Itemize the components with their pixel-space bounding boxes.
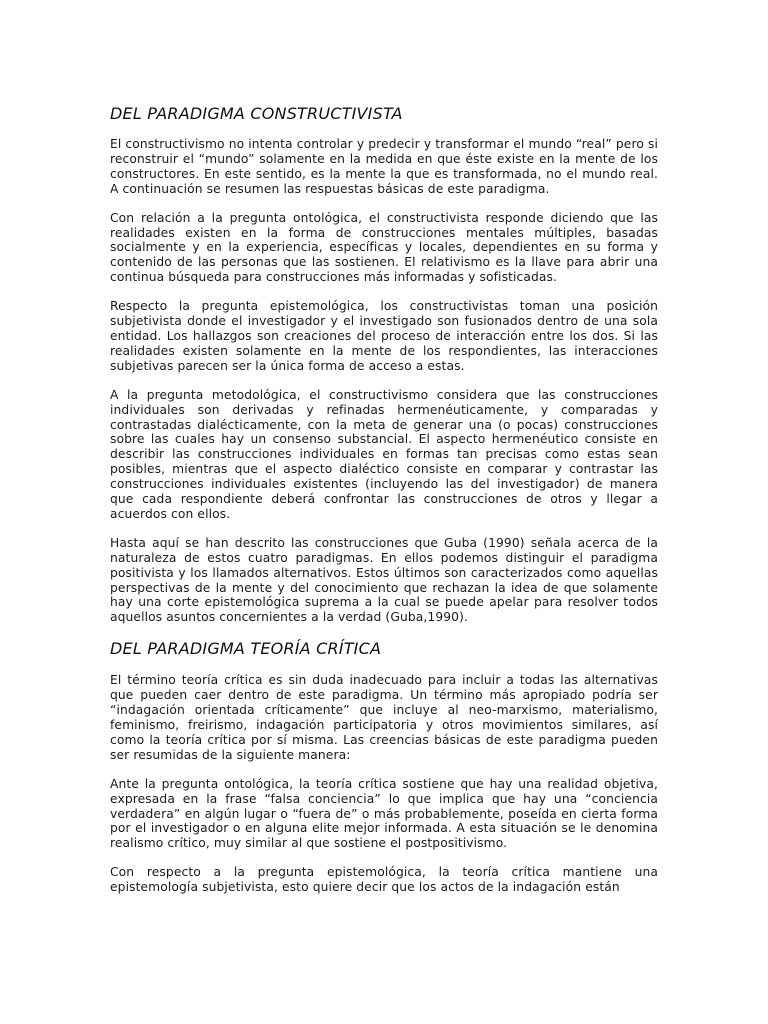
paragraph: A la pregunta metodológica, el constructivismo considera que las construcciones individuales son derivadas y refinadas hermenéuticamente, y comparadas y contrastadas dialécticamente, con la meta de generar una (o pocas) construcciones sobre las cuales hay un consenso substancial. El aspecto hermenéutico consiste en describir las construcciones individuales en formas tan precisas como estas sean posibles, mientras que el aspecto dialéctico consiste en comparar y contrastar las construcciones individuales existentes (incluyendo las del investigador) de manera que cada respondiente deberá confrontar las construcciones de otros y llegar a acuerdos con ellos. <box>110 387 658 521</box>
section-title-teoria-critica: DEL PARADIGMA TEORÍA CRÍTICA <box>110 639 382 659</box>
paragraph: Con respecto a la pregunta epistemológica, la teoría crítica mantiene una epistemología subjetivista, esto quiere decir que los actos de la indagación están <box>110 865 658 895</box>
paragraph: Respecto la pregunta epistemológica, los constructivistas toman una posición subjetivista donde el investigador y el investigado son fusionados dentro de una sola entidad. Los hallazgos son creaciones del proceso de interacción entre los dos. Si las realidades existen solamente en la mente de los respondientes, las interacciones subjetivas parecen ser la única forma de acceso a estas. <box>110 299 658 373</box>
paragraph: El constructivismo no intenta controlar y predecir y transformar el mundo “real” pero si reconstruir el “mundo” solamente en la medida en que éste existe en la mente de los constructores. En este sentido, es la mente la que es transformada, no el mundo real. A continuación se resumen las respuestas básicas de este paradigma. <box>110 137 658 196</box>
paragraph: Ante la pregunta ontológica, la teoría crítica sostiene que hay una realidad objetiva, expresada en la frase “falsa conciencia” lo que implica que hay una “conciencia verdadera” en algún lugar o “fuera de” o más probablemente, poseída en cierta forma por el investigador o en alguna elite mejor informada. A esta situación se le denomina realismo crítico, muy similar al que sostiene el postpositivismo. <box>110 776 658 851</box>
paragraph: Hasta aquí se han descrito las construcciones que Guba (1990) señala acerca de la naturaleza de estos cuatro paradigmas. En ellos podemos distinguir el paradigma positivista y los llamados alternativos. Estos últimos son caracterizados como aquellas perspectivas de la mente y del conocimiento que rechazan la idea de que solamente hay una corte epistemológica suprema a la cual se puede apelar para resolver todos aquellos asuntos concernientes a la verdad (Guba,1990). <box>110 535 658 625</box>
section-title-constructivista: DEL PARADIGMA CONSTRUCTIVISTA <box>110 104 403 123</box>
document-page <box>110 100 658 909</box>
paragraph: El término teoría crítica es sin duda inadecuado para incluir a todas las alternativas que pueden caer dentro de este paradigma. Un término más apropiado podría ser “indagación orientada críticamente” que incluye al neo-marxismo, materialismo, feminismo, freirismo, indagación participatoria y otros movimientos similares, así como la teoría crítica por sí misma. Las creencias básicas de este paradigma pueden ser resumidas de la siguiente manera: <box>110 673 658 762</box>
paragraph: Con relación a la pregunta ontológica, el constructivista responde diciendo que las realidades existen en la forma de construcciones mentales múltiples, basadas socialmente y en la experiencia, específicas y locales, dependientes en su forma y contenido de las personas que las sostienen. El relativismo es la llave para abrir una continua búsqueda para construcciones más informadas y sofisticadas. <box>110 210 658 285</box>
